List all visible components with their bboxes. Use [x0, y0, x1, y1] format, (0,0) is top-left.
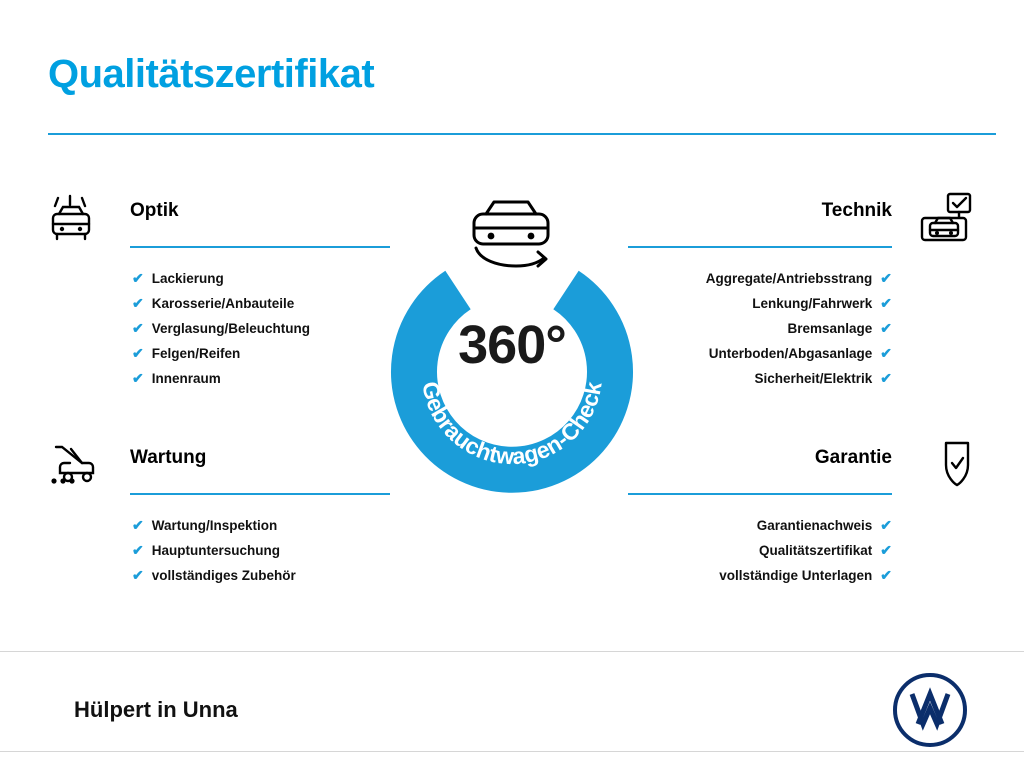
list-item [40, 291, 390, 316]
block-garantie-items [628, 513, 980, 588]
block-optik-title: Optik [130, 200, 179, 221]
list-item-label: Unterboden/Abgasanlage [708, 346, 873, 361]
block-garantie-divider [628, 493, 892, 495]
check-icon: ✔ [880, 542, 892, 558]
badge-360-check [376, 196, 648, 496]
block-optik-divider [130, 246, 390, 248]
block-wartung-items [40, 513, 390, 588]
footer-divider [0, 651, 1024, 652]
block-garantie-title: Garantie [814, 447, 892, 468]
list-item-label: vollständiges Zubehör [151, 568, 296, 583]
block-wartung-header [40, 447, 390, 503]
block-technik-divider [628, 246, 892, 248]
block-optik [40, 200, 390, 391]
list-item [40, 266, 390, 291]
list-item [628, 513, 980, 538]
list-item-label: Innenraum [151, 371, 221, 386]
title-divider [48, 133, 996, 135]
list-item [628, 563, 980, 588]
block-wartung [40, 447, 390, 588]
block-optik-header [40, 200, 390, 256]
list-item [40, 538, 390, 563]
block-technik-header [628, 200, 980, 256]
list-item-label: Bremsanlage [787, 321, 873, 336]
check-icon: ✔ [880, 270, 892, 286]
list-item-label: Lackierung [151, 271, 224, 286]
footer-bottom-divider [0, 751, 1024, 752]
list-item [628, 341, 980, 366]
check-icon: ✔ [132, 567, 144, 583]
check-icon: ✔ [132, 517, 144, 533]
list-item-label: Karosserie/Anbauteile [151, 296, 295, 311]
list-item [628, 266, 980, 291]
list-item-label: Qualitätszertifikat [758, 543, 873, 558]
check-icon: ✔ [132, 345, 144, 361]
list-item-label: Felgen/Reifen [151, 346, 241, 361]
right-column [628, 200, 980, 588]
left-column [40, 200, 390, 588]
list-item [40, 316, 390, 341]
check-icon: ✔ [880, 517, 892, 533]
list-item [40, 513, 390, 538]
block-wartung-divider [130, 493, 390, 495]
check-icon: ✔ [880, 370, 892, 386]
list-item-label: Verglasung/Beleuchtung [151, 321, 311, 336]
check-icon: ✔ [132, 320, 144, 336]
list-item [628, 366, 980, 391]
list-item-label: vollständige Unterlagen [719, 568, 873, 583]
list-item-label: Hauptuntersuchung [151, 543, 280, 558]
list-item-label: Sicherheit/Elektrik [754, 371, 873, 386]
page-title: Qualitätszertifikat [48, 52, 375, 96]
block-wartung-title: Wartung [130, 447, 207, 468]
check-icon: ✔ [880, 320, 892, 336]
check-icon: ✔ [880, 567, 892, 583]
svg-text:Gebrauchtwagen-Check: Gebrauchtwagen-Check [417, 379, 607, 470]
list-item [40, 366, 390, 391]
check-icon: ✔ [132, 370, 144, 386]
list-item [40, 341, 390, 366]
check-icon: ✔ [132, 270, 144, 286]
block-garantie-header [628, 447, 980, 503]
block-technik-title: Technik [821, 200, 892, 221]
badge-degrees: 360° [458, 315, 566, 375]
block-technik-items [628, 266, 980, 391]
list-item [40, 563, 390, 588]
list-item [628, 316, 980, 341]
check-icon: ✔ [880, 295, 892, 311]
check-icon: ✔ [132, 295, 144, 311]
block-optik-items [40, 266, 390, 391]
dealer-name: Hülpert in Unna [74, 697, 238, 722]
list-item-label: Wartung/Inspektion [151, 518, 278, 533]
check-icon: ✔ [880, 345, 892, 361]
list-item-label: Garantienachweis [756, 518, 873, 533]
block-technik [628, 200, 980, 391]
check-icon: ✔ [132, 542, 144, 558]
block-garantie [628, 447, 980, 588]
volkswagen-logo [892, 672, 968, 748]
list-item [628, 538, 980, 563]
list-item-label: Lenkung/Fahrwerk [752, 296, 873, 311]
list-item-label: Aggregate/Antriebsstrang [705, 271, 873, 286]
list-item [628, 291, 980, 316]
